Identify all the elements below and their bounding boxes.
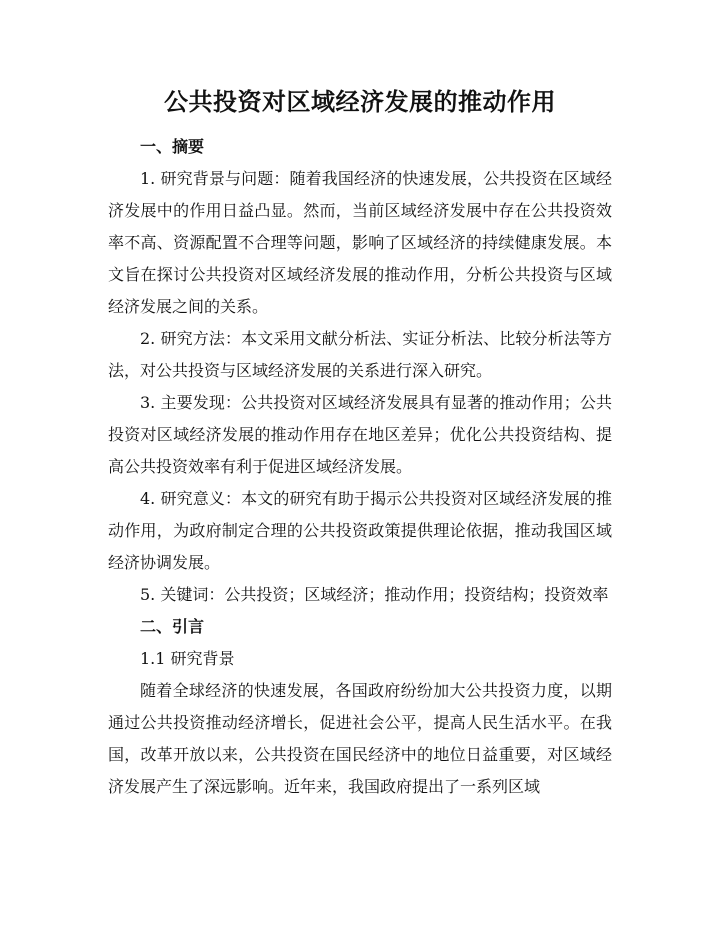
- subsection-heading-background: 1.1 研究背景: [140, 649, 235, 668]
- abstract-paragraph-significance: 4. 研究意义：本文的研究有助于揭示公共投资对区域经济发展的推动作用，为政府制定合理的公共投资政策提供理论依据，推动我国区域经济协调发展。: [108, 489, 612, 572]
- document-title: 公共投资对区域经济发展的推动作用: [164, 88, 556, 116]
- abstract-paragraph-methods: 2. 研究方法：本文采用文献分析法、实证分析法、比较分析法等方法，对公共投资与区域经济发展的关系进行深入研究。: [108, 329, 612, 380]
- document-body: [108, 131, 612, 803]
- section-heading-introduction: 二、引言: [140, 617, 205, 636]
- abstract-paragraph-keywords: 5. 关键词：公共投资；区域经济；推动作用；投资结构；投资效率: [140, 585, 609, 604]
- abstract-paragraph-findings: 3. 主要发现：公共投资对区域经济发展具有显著的推动作用；公共投资对区域经济发展的推动作用存在地区差异；优化公共投资结构、提高公共投资效率有利于促进区域经济发展。: [108, 393, 612, 476]
- introduction-paragraph: 随着全球经济的快速发展，各国政府纷纷加大公共投资力度，以期通过公共投资推动经济增长，促进社会公平，提高人民生活水平。在我国，改革开放以来，公共投资在国民经济中的地位日益重要，对区域经济发展产生了深远影响。近年来，我国政府提出了一系列区域: [108, 681, 612, 796]
- section-heading-abstract: 一、摘要: [140, 137, 205, 156]
- abstract-paragraph-background: 1. 研究背景与问题：随着我国经济的快速发展，公共投资在区域经济发展中的作用日益凸显。然而，当前区域经济发展中存在公共投资效率不高、资源配置不合理等问题，影响了区域经济的持续健康发展。本文旨在探讨公共投资对区域经济发展的推动作用，分析公共投资与区域经济发展之间的关系。: [108, 169, 612, 316]
